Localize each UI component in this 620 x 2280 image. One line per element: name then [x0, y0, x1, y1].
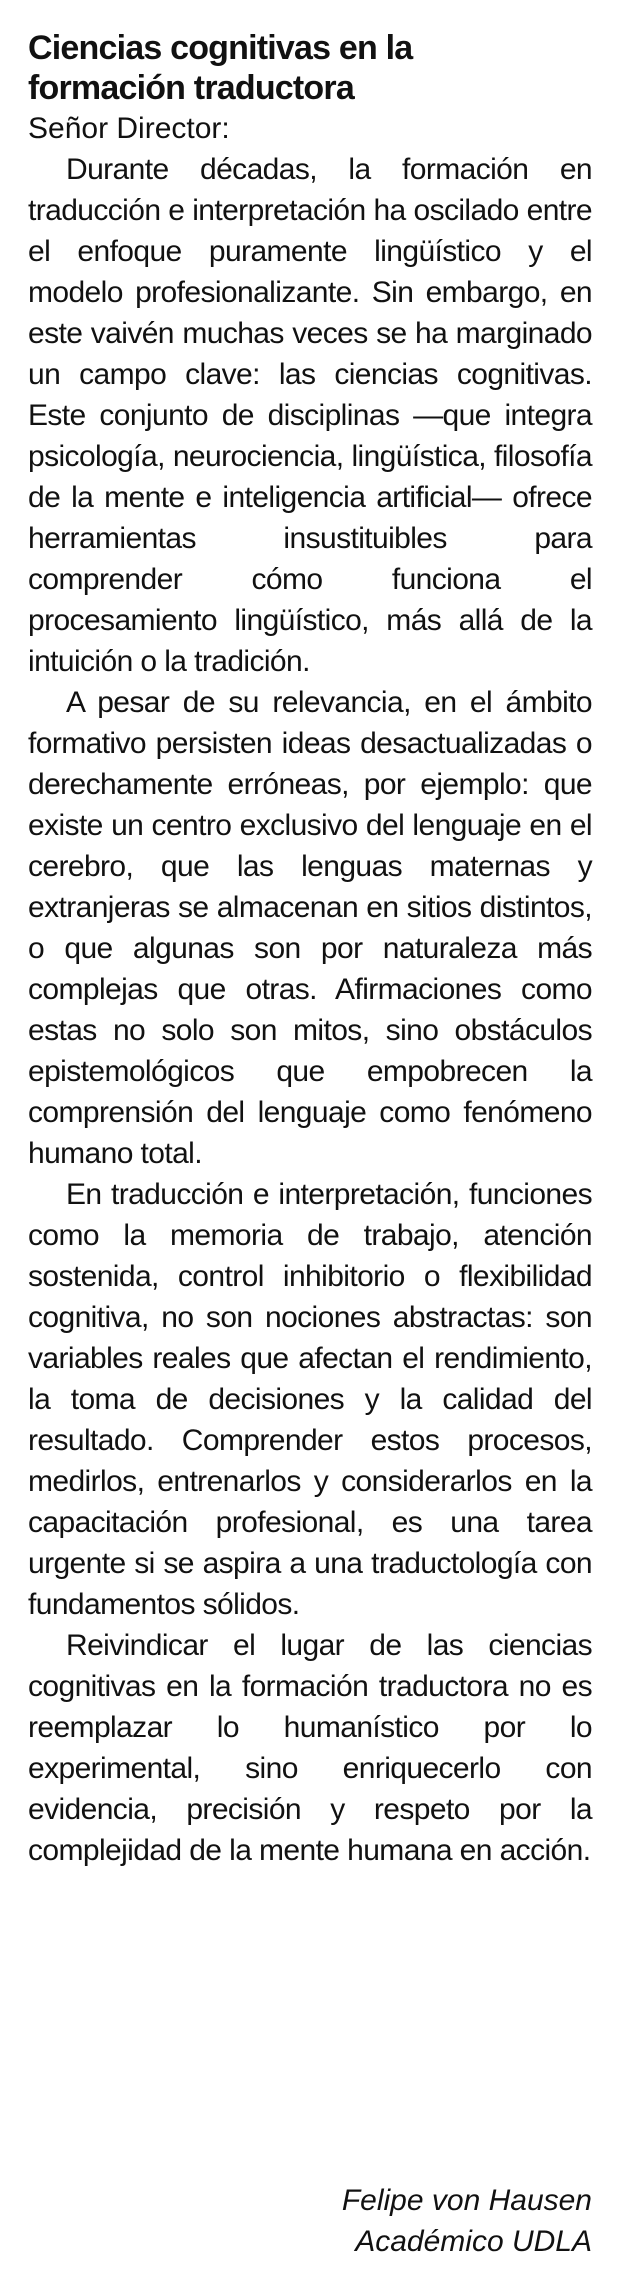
- signature-name: Felipe von Hausen: [341, 2184, 592, 2217]
- signature-block: [342, 2180, 592, 2262]
- headline-line-2: formación traductora: [28, 69, 354, 107]
- body-paragraph-2: A pesar de su relevancia, en el ámbito formativo persisten ideas desactualizadas o derechamente erróneas, por ejemplo: que existe un centro exclusivo del lenguaje en el cerebro, que las lenguas maternas y extranjeras se almacenan en sitios distintos, o que algunas son por naturaleza más complejas que otras. Afirmaciones como estas no solo son mitos, sino obstáculos epistemológicos que empobrecen la comprensión del lenguaje como fenómeno humano total.: [28, 686, 592, 1170]
- letter-article: [28, 28, 592, 1871]
- headline-line-1: Ciencias cognitivas en la: [28, 29, 413, 67]
- body-paragraph-3: En traducción e interpretación, funciones como la memoria de trabajo, atención sostenida, control inhibitorio o flexibilidad cognitiva, no son nociones abstractas: son variables reales que afectan el rendimiento, la toma de decisiones y la calidad del resultado. Comprender estos procesos, medirlos, entrenarlos y considerarlos en la capacitación profesional, es una tarea urgente si se aspira a una traductología con fundamentos sólidos.: [28, 1178, 592, 1621]
- body-paragraph-4: Reivindicar el lugar de las ciencias cognitivas en la formación traductora no es reemplazar lo humanístico por lo experimental, sino enriquecerlo con evidencia, precisión y respeto por la complejidad de la mente humana en acción.: [28, 1629, 592, 1867]
- letter-headline: [28, 28, 592, 108]
- salutation: Señor Director:: [28, 112, 230, 145]
- body-paragraph-1: Durante décadas, la formación en traducción e interpretación ha oscilado entre el enfoque puramente lingüístico y el modelo profesionalizante. Sin embargo, en este vaivén muchas veces se ha marginado un campo clave: las ciencias cognitivas. Este conjunto de disciplinas —que integra psicología, neurociencia, lingüística, filosofía de la mente e inteligencia artificial— ofrece herramientas insustituibles para comprender cómo funciona el procesamiento lingüístico, más allá de la intuición o la tradición.: [28, 153, 592, 678]
- signature-title: Académico UDLA: [355, 2225, 592, 2258]
